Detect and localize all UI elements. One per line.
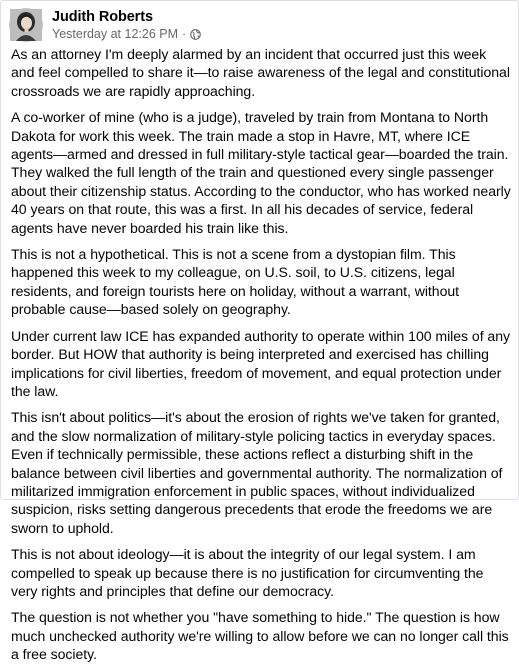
post-paragraph: A co-worker of mine (who is a judge), traveled by train from Montana to North Dakota for work this week. The train made a stop in Havre, MT, where ICE agents—armed and dressed in full military-style tactical gear—boarded the train. They walked the full length of the train and questioned every single passenger about their citizenship status. According to the conductor, who has worked nearly 40 years on that route, this was a first. In all his decades of service, federal agents have never boarded his train like this. [11,109,511,236]
post-meta [52,9,201,42]
post-body [11,45,511,672]
post-paragraph: This is not a hypothetical. This is not a scene from a dystopian film. This happened this week to my colleague, on U.S. soil, to U.S. citizens, legal residents, and foreign tourists here on holiday, without a warrant, without probable cause—based solely on geography. [11,246,460,318]
post-header [9,7,201,43]
post-paragraph: This is not about ideology—it is about the integrity of our legal system. I am compelled to speak up because there is no justification for circumventing the very rights and principles that define our democracy. [11,546,484,599]
post-paragraph: Under current law ICE has expanded authority to operate within 100 miles of any border. But HOW that authority is being interpreted and exercised has chilling implications for civil liberties, freedom of movement, and equal protection under the law. [11,327,511,399]
profile-photo-icon [10,9,42,41]
author-name[interactable]: Judith Roberts [52,8,153,25]
globe-icon[interactable] [190,29,201,40]
post-paragraph: This isn't about politics—it's about the erosion of rights we've taken for granted, and the slow normalization of military-style policing tactics in everyday spaces. Even if technically permissible, these actions reflect a disturbing shift in the balance between civil liberties and governmental authority. The normalization of militarized immigration enforcement in public spaces, without individualized suspicion, risks setting dangerous precedents that erode the freedoms we are sworn to uphold. [11,409,503,536]
avatar[interactable] [9,8,43,42]
separator-dot: · [182,26,187,41]
post-timestamp[interactable]: Yesterday at 12:26 PM [52,26,179,41]
post-timeline [52,27,201,42]
post-paragraph: As an attorney I'm deeply alarmed by an incident that occurred just this week and feel compelled to share it—to raise awareness of the legal and constitutional crossroads we are rapidly approaching. [11,46,510,99]
post-paragraph: The question is not whether you "have something to hide." The question is how much unchecked authority we're willing to allow before we can no longer call this a free society. [11,609,509,663]
